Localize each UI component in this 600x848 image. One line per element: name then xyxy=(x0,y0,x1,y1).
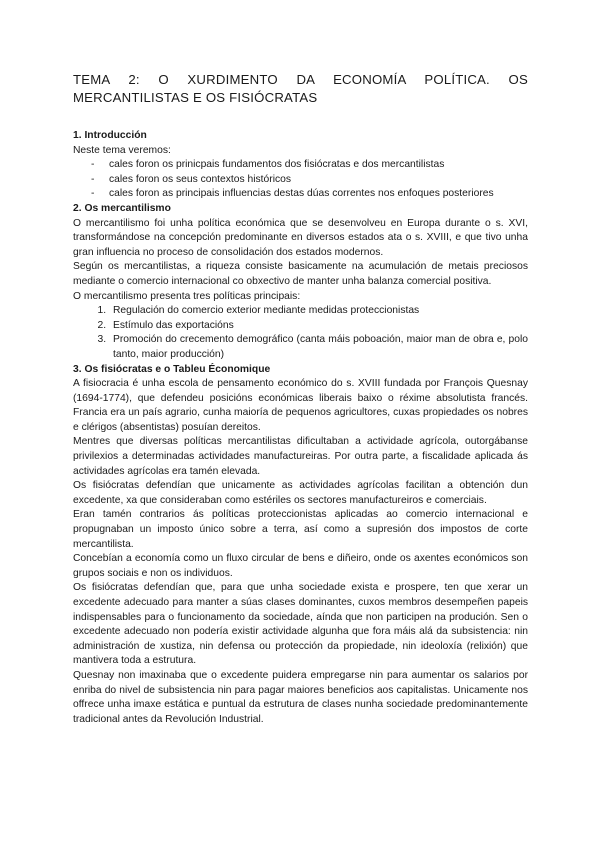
intro-lead: Neste tema veremos: xyxy=(73,144,171,156)
section-heading-introduccion: 1. Introducción xyxy=(73,130,147,141)
document-page xyxy=(73,71,528,727)
list-item: 2. Estímulo das exportacións xyxy=(109,319,528,334)
paragraph: Mentres que diversas políticas mercantilistas dificultaban a actividade agrícola, outorgábanse privilexios a determinadas actividades manufactureiras. Por outra parte, a fiscalidade aplicada ás actividades agrícolas era tamén elevada. xyxy=(73,436,528,477)
list-item: 1. Regulación do comercio exterior mediante medidas proteccionistas xyxy=(109,304,528,319)
list-item: - cales foron os prinicpais fundamentos dos fisiócratas e dos mercantilistas xyxy=(91,158,528,173)
document-body xyxy=(73,129,528,727)
paragraph: Os fisiócratas defendían que unicamente as actividades agrícolas facilitan a obtención dun excedente, xa que consideraban como estériles os sectores manufactureiros e comerciais. xyxy=(73,480,528,506)
paragraph: O mercantilismo foi unha política económica que se desenvolveu en Europa durante o s. XVI, transformándose na concepción predominante en diversos estados ata o s. XVIII, e que tivo unha gran influencia no proceso de consolidación dos estados modernos. xyxy=(73,217,528,258)
policies-list xyxy=(73,304,528,362)
paragraph: O mercantilismo presenta tres políticas principais: xyxy=(73,290,301,302)
intro-list xyxy=(73,158,528,202)
paragraph: Os fisiócratas defendían que, para que unha sociedade exista e prospere, ten que xerar un excedente adecuado para manter a súas clases dominantes, cuxos membros desempeñen papeis indispensables para o funcionamento da sociedade, aínda que non participen na produción. Sen o excedente adecuado non podería existir actividade algunha que fora máis alá da subsistencia: nin administración de xustiza, nin defensa ou protección da propiedade, nin ideoloxía (relixión) que mantivera toda a estrutura. xyxy=(73,582,528,667)
list-item: - cales foron os seus contextos históricos xyxy=(91,173,528,188)
document-title xyxy=(73,71,528,107)
paragraph: A fisiocracia é unha escola de pensamento económico do s. XVIII fundada por François Quesnay (1694-1774), que defendeu posicións económicas liberais baixo o réxime absolutista francés. Francia era un país agrario, cunha maioría de pequenos agricultores, cuxas propiedades os nobres e clérigos (absentistas) posuían dereitos. xyxy=(73,378,528,433)
list-item: 3. Promoción do crecemento demográfico (canta máis poboación, maior man de obra e, polo tanto, maior producción) xyxy=(109,333,528,362)
section-heading-mercantilismo: 2. Os mercantilismo xyxy=(73,202,171,214)
title-line-1: TEMA 2: O XURDIMENTO DA ECONOMÍA POLÍTICA. OS xyxy=(73,72,528,87)
section-heading-fisiocratas: 3. Os fisiócratas e o Tableu Économique xyxy=(73,363,271,375)
paragraph: Concebían a economía como un fluxo circular de bens e diñeiro, onde os axentes económicos son grupos sociais e non os individuos. xyxy=(73,553,528,579)
list-item: - cales foron as principais influencias destas dúas correntes nos enfoques posteriores xyxy=(91,187,528,202)
paragraph: Quesnay non imaxinaba que o excedente puidera empregarse nin para aumentar os salarios por enriba do nivel de subsistencia nin para pagar maiores beneficios aos capitalistas. Unicamente nos offrece unha imaxe estática e puntual da estrutura de clases nunha sociedade predominantemente tradicional antes da Revolución Industrial. xyxy=(73,669,528,725)
title-line-2: MERCANTILISTAS E OS FISIÓCRATAS xyxy=(73,90,318,105)
paragraph: Según os mercantilistas, a riqueza consiste basicamente na acumulación de metais preciosos mediante o comercio internacional co obxectivo de manter unha balanza comercial positiva. xyxy=(73,261,528,287)
paragraph: Eran tamén contrarios ás políticas proteccionistas aplicadas ao comercio internacional e propugnaban un imposto único sobre a terra, así como a supresión dos impostos de corte mercantilista. xyxy=(73,509,528,550)
